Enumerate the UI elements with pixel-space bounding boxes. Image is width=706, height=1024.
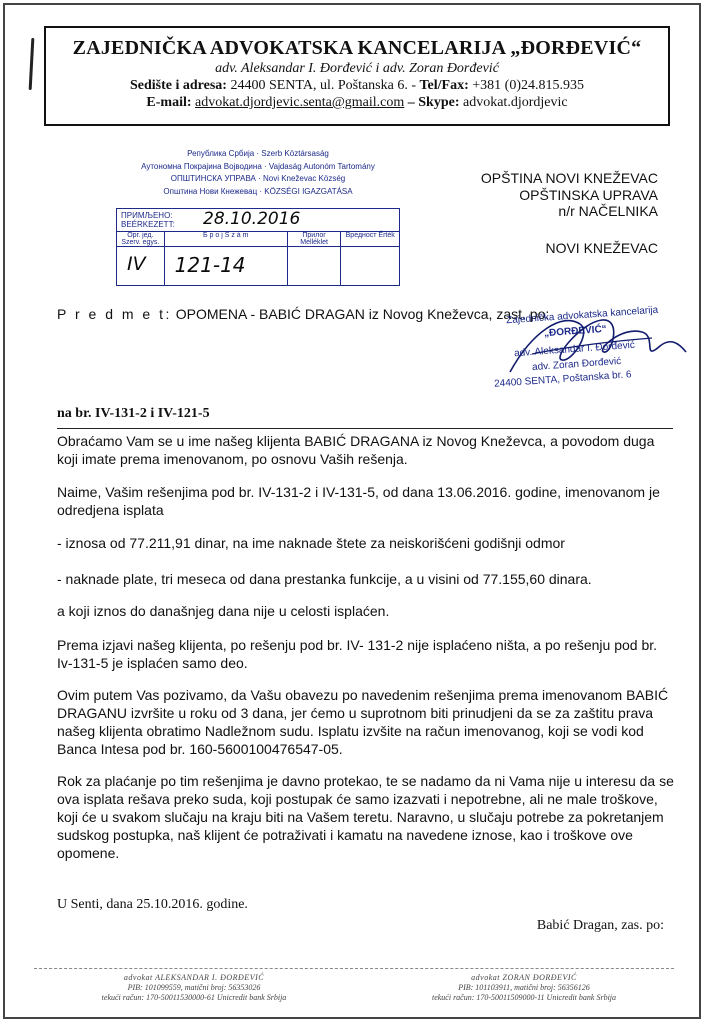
firm-title: ZAJEDNIČKA ADVOKATSKA KANCELARIJA „ĐORĐEVIĆ“	[72, 37, 642, 59]
address-label: Sedište i adresa:	[129, 78, 227, 93]
stamp-received-row	[117, 209, 399, 232]
stamp-values-row	[117, 247, 399, 286]
place-and-date: U Senti, dana 25.10.2016. godine.	[57, 897, 248, 912]
subject-label: P r e d m e t:	[57, 306, 172, 322]
stamp-table	[116, 208, 400, 286]
footer-right	[404, 973, 644, 1003]
reference-number: na br. IV-131-2 i IV-121-5	[57, 406, 210, 421]
col-attachment-header: Прилог Melléklet	[288, 232, 342, 246]
stamp-line-2: Аутономна Покрајина Војводина · Vajdaság Autonóm Tartomány	[141, 161, 375, 171]
paragraph-3	[57, 534, 565, 552]
signature-icon	[492, 302, 692, 394]
receipt-stamp	[116, 148, 400, 286]
signature-line: Babić Dragan, zas. po:	[536, 918, 664, 933]
col-number-header: Б р о ј S z á m	[165, 232, 288, 246]
addressee-line-2: OPŠTINSKA UPRAVA	[519, 186, 658, 203]
paragraph-2-line-2: odredjena isplata	[57, 502, 164, 518]
footer-left	[74, 973, 314, 1003]
footer-right-account: tekući račun: 170-50011509000-11 Unicredit bank Srbija	[431, 993, 617, 1002]
footer-left-name: advokat ALEKSANDAR I. ĐORĐEVIĆ	[123, 973, 265, 982]
skype-value: advokat.djordjevic	[463, 95, 568, 110]
stamp-line-3: ОПШТИНСКА УПРАВА · Novi Kneževac Község	[170, 174, 346, 183]
seal-line-1: Zajednička advokatska kancelarija	[505, 304, 659, 327]
subject-text: OPOMENA - BABIĆ DRAGAN iz Novog Kneževca, zast. po:	[175, 306, 550, 322]
paragraph-4	[57, 570, 592, 588]
paragraph-8-line-5: opomene.	[57, 845, 120, 861]
stamp-line-4: Општина Нови Кнежевац · KÖZSÉGI IGAZGATÁSA	[163, 186, 353, 196]
seal-line-3: adv. Aleksandar I. Đorđević	[513, 339, 636, 360]
skype-label: – Skype:	[407, 95, 460, 110]
paragraph-7-line-1: Ovim putem Vas pozivamo, da Vašu obavezu po navedenim rešenjima prema imenovanom BABIĆ	[57, 687, 669, 703]
number-value: 121-14	[174, 253, 246, 277]
org-value: IV	[127, 253, 146, 275]
value-cell	[341, 247, 399, 286]
firm-contact-line	[46, 94, 668, 111]
separator-rule	[57, 428, 673, 429]
phone-value: +381 (0)24.815.935	[472, 78, 584, 93]
paragraph-3-line-1: - iznosa od 77.211,91 dinar, na ime naknade štete za neiskorišćeni godišnji odmor	[57, 535, 565, 551]
received-date: 28.10.2016	[203, 209, 301, 229]
paragraph-2-line-1: Naime, Vašim rešenjima pod br. IV-131-2 i IV-131-5, od dana 13.06.2016. godine, imenovanom je	[57, 484, 660, 500]
paragraph-6-line-1: Prema izjavi našeg klijenta, po rešenju pod br. IV- 131-2 nije isplaćeno ništa, a po rešenju pod br.	[57, 637, 658, 653]
number-cell	[165, 247, 288, 286]
footer-left-ids: PIB: 101099559, matični broj: 56353026	[127, 983, 261, 992]
col-org-header: Орг. јед. Szerv. egys.	[117, 232, 165, 246]
paragraph-2	[57, 483, 660, 519]
org-cell	[117, 247, 165, 286]
firm-address-line	[46, 77, 668, 94]
seal-line-4: adv. Zoran Đorđević	[531, 355, 622, 374]
email-link[interactable]: advokat.djordjevic.senta@gmail.com	[195, 95, 405, 110]
stamp-column-headers	[117, 232, 399, 247]
paragraph-1-line-1: Obraćamo Vam se u ime našeg klijenta BABIĆ DRAGANA iz Novog Kneževca, a povodom duga	[57, 433, 655, 449]
phone-label: Tel/Fax:	[419, 78, 469, 93]
firm-lawyers: adv. Aleksandar I. Đorđević i adv. Zoran Đorđević	[215, 61, 499, 76]
paragraph-5-line-1: a koji iznos do današnjeg dana nije u celosti isplaćen.	[57, 603, 390, 619]
attachment-cell	[288, 247, 342, 286]
paragraph-7-line-4: Banca Intesa pod br. 160-5600100476547-05.	[57, 741, 343, 757]
footer-right-ids: PIB: 101103911, matični broj: 56356126	[458, 983, 590, 992]
addressee-line-4: NOVI KNEŽEVAC	[545, 239, 658, 256]
addressee-line-3: n/r NAČELNIKA	[558, 203, 658, 219]
paragraph-5	[57, 602, 389, 620]
address-value: 24400 SENTA, ul. Poštanska 6. -	[230, 78, 416, 93]
email-label: E-mail:	[146, 95, 192, 110]
paragraph-8-line-4: sudskog postupka, naš klijent će potraživati i kamatu na navedene iznose, kao i troškove ove	[57, 827, 633, 843]
letterhead	[44, 26, 670, 126]
paragraph-8	[57, 772, 674, 862]
addressee-line-1: OPŠTINA NOVI KNEŽEVAC	[480, 170, 658, 186]
paragraph-4-line-1: - naknade plate, tri meseca od dana prestanka funkcije, a u visini od 77.155,60 dinara.	[57, 571, 592, 587]
stamp-header	[116, 148, 400, 198]
footer	[34, 968, 674, 1015]
paragraph-8-line-2: ova isplata rešava preko suda, koji postupak će samo izazvati i nepotrebne, ali ne male troškove,	[57, 791, 658, 807]
received-label: ПРИМЉЕНО: BEÉRKEZETT:	[121, 211, 175, 229]
col-value-header: Вредност Érték	[345, 232, 395, 239]
addressee-block	[456, 170, 658, 256]
firm-seal	[492, 302, 692, 394]
seal-line-2: „ĐORĐEVIĆ“	[543, 323, 608, 340]
paragraph-8-line-1: Rok za plaćanje po tim rešenjima je davno protekao, te se nadamo da ni Vama nije u interesu da se	[57, 773, 674, 789]
stamp-line-1: Република Србија · Szerb Köztársaság	[187, 149, 329, 158]
subject-line	[57, 306, 549, 322]
paragraph-7-line-3: našeg klijenta obratimo Nadležnom sudu. Isplatu izvšite na račun imenovanog, koji se vodi kod	[57, 723, 644, 739]
footer-left-account: tekući račun: 170-50011530000-61 Unicredit bank Srbija	[101, 993, 287, 1002]
paragraph-7-line-2: DRAGANU izvršite u roku od 3 dana, jer ćemo u suprotnom biti prinudjeni da se za zaštitu prava	[57, 705, 654, 721]
paragraph-1-line-2: koji imate prema imenovanom, po osnovu Vaših rešenja.	[57, 451, 408, 467]
paragraph-6	[57, 636, 657, 672]
footer-right-name: advokat ZORAN ĐORĐEVIĆ	[471, 973, 577, 982]
paragraph-1	[57, 432, 654, 468]
seal-line-5: 24400 SENTA, Poštanska br. 6	[493, 369, 632, 390]
paragraph-7	[57, 686, 668, 758]
paragraph-8-line-3: koji će u svakom slučaju na kraju biti na Vašem teretu. Naravno, u slučaju potrebe za pokretanjem	[57, 809, 664, 825]
paragraph-6-line-2: Iv-131-5 je isplaćen samo deo.	[57, 655, 248, 671]
